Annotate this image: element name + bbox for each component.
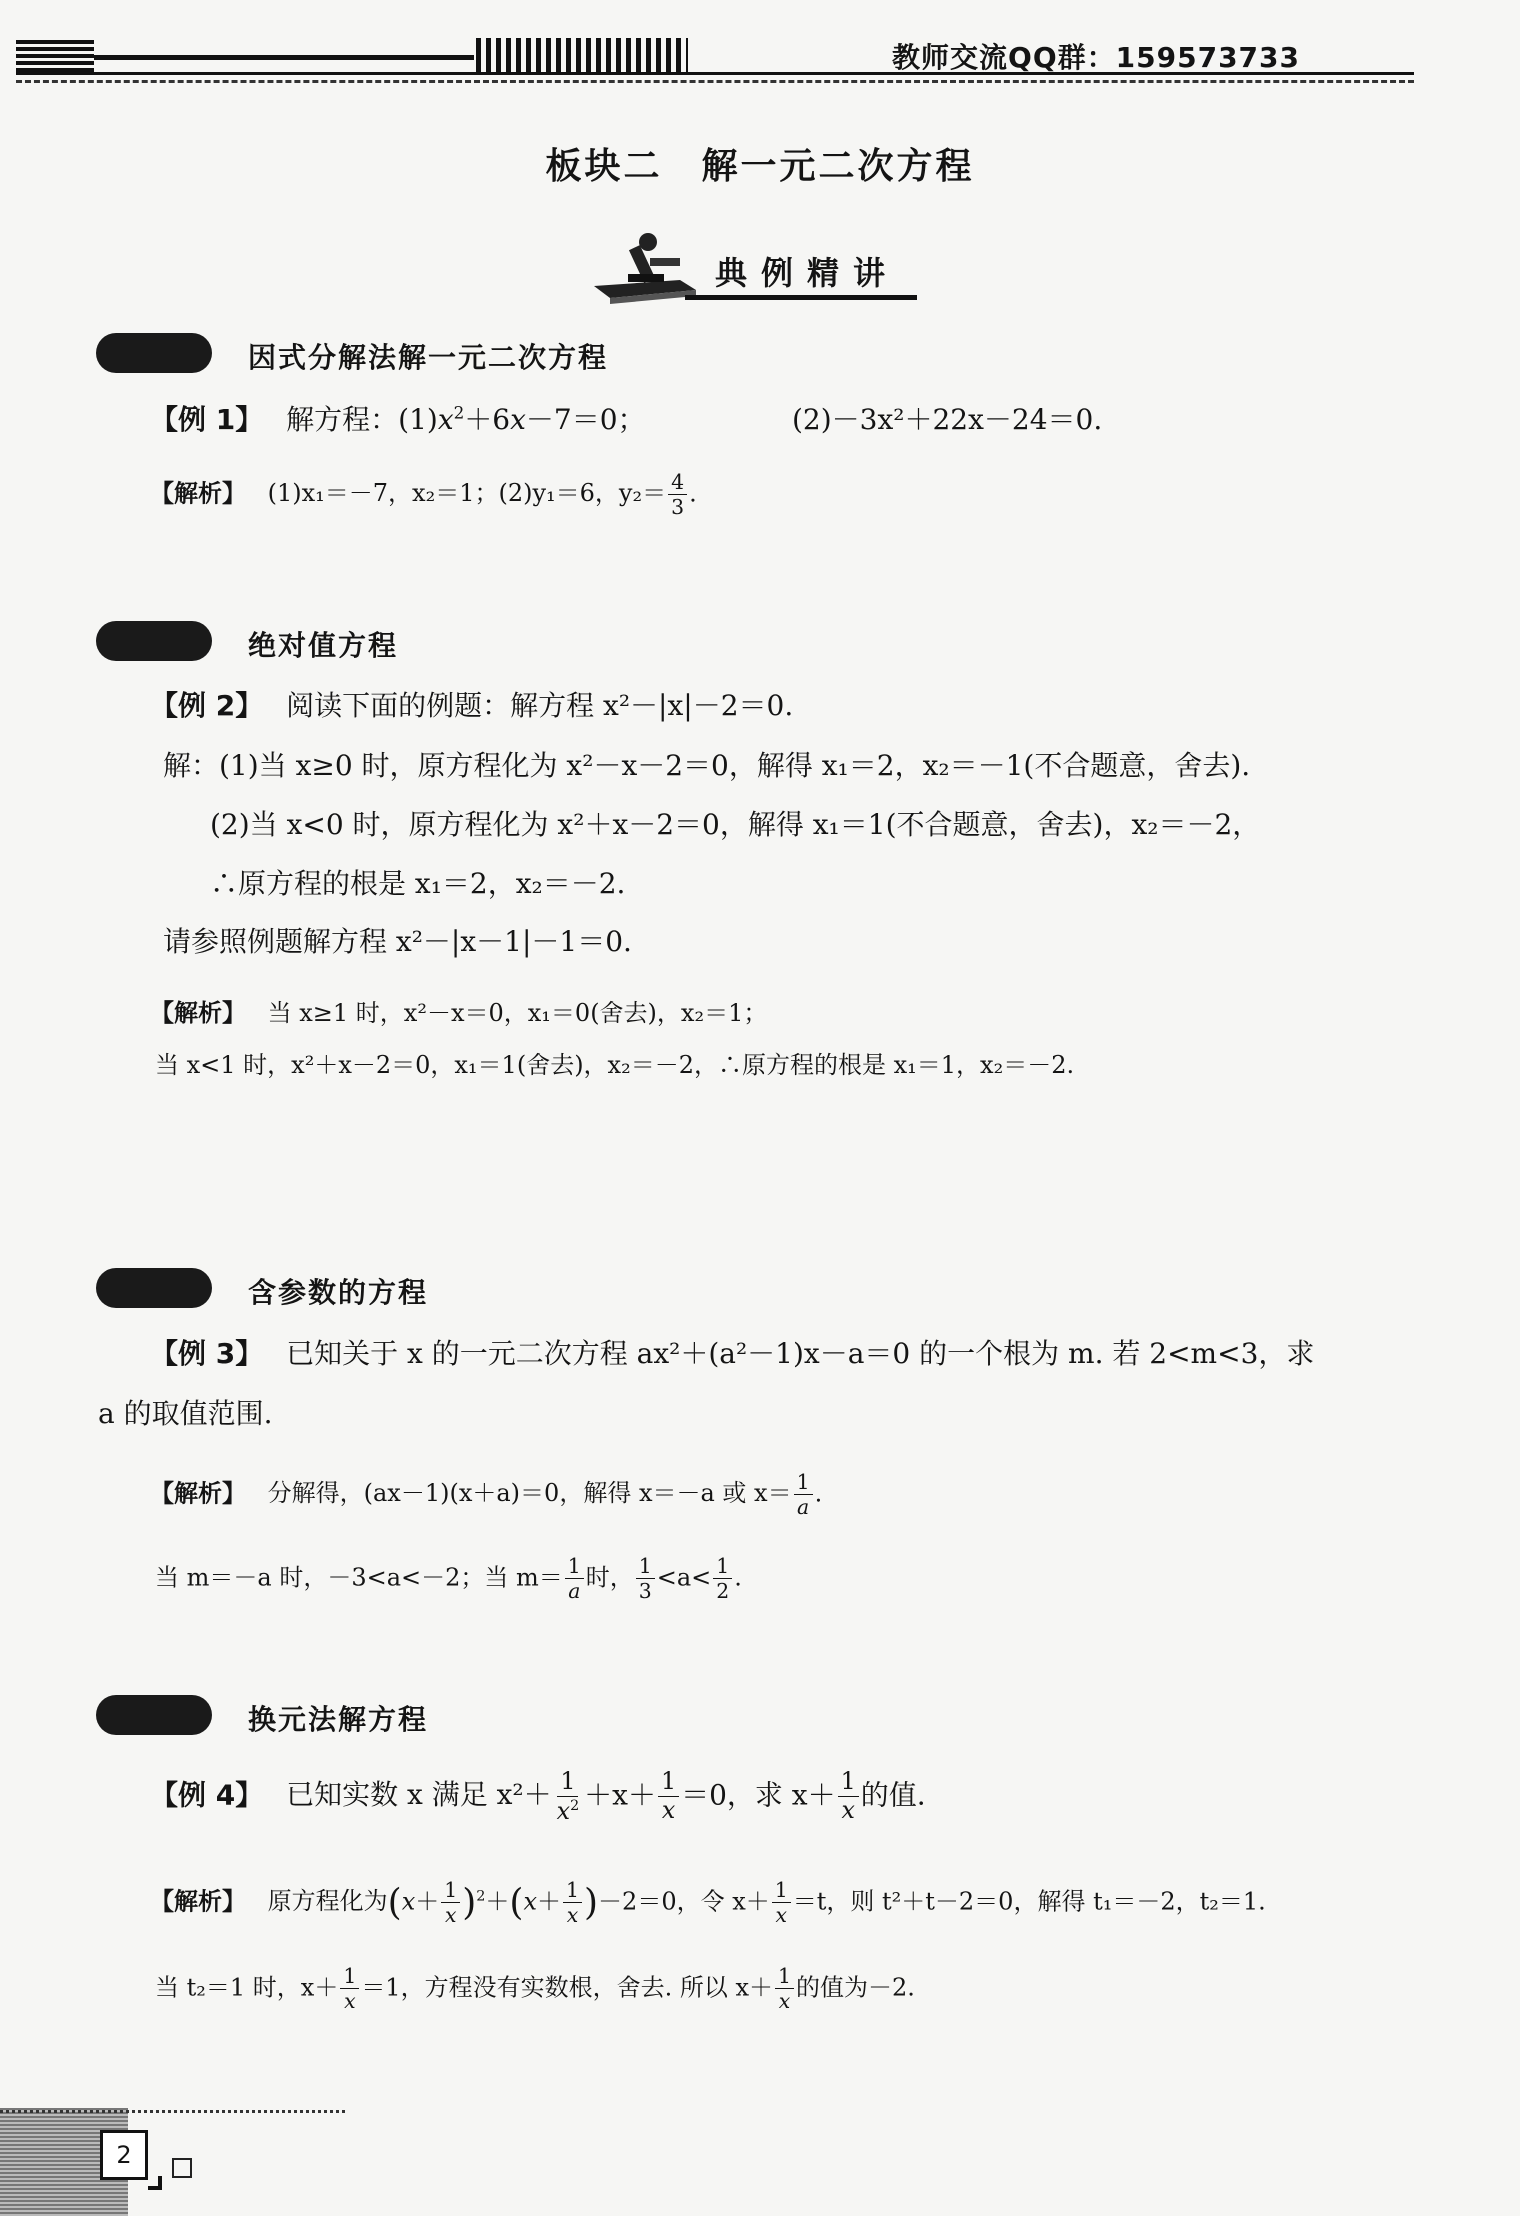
page-title: 板块二 解一元二次方程 bbox=[545, 146, 975, 187]
banner-underline bbox=[685, 295, 917, 300]
example-1-question: 【例 1】 解方程：$(1)x^2+6x-7=0$； bbox=[150, 402, 646, 436]
example-label: 【例 3】 bbox=[150, 1337, 264, 1370]
microscope-icon bbox=[590, 228, 700, 306]
example-3-solution-1: 【解析】 分解得，(ax－1)(x＋a)＝0，解得 x＝－a 或 x＝ $\frac{1}{a}$ . bbox=[150, 1470, 823, 1520]
header-decoration bbox=[16, 40, 94, 74]
example-4-solution-2: 当 t₂＝1 时，x＋ $\frac{1}{x}$ ＝1，方程没有实数根，舍去. 所以 x＋ $\frac{1}{x}$ 的值为－2. bbox=[155, 1964, 915, 2014]
page-number-corner bbox=[148, 2176, 162, 2190]
banner-title: 典例精讲 bbox=[715, 254, 900, 292]
header-contact: 教师交流QQ群：159573733 bbox=[892, 41, 1300, 74]
example-2-question: 【例 2】 阅读下面的例题：解方程 x²－|x|－2＝0. bbox=[150, 689, 794, 722]
section-title: 因式分解法解一元二次方程 bbox=[248, 341, 609, 374]
example-label: 【例 4】 bbox=[150, 1778, 264, 1812]
example-label: 【例 1】 bbox=[150, 403, 264, 436]
page-number: 2 bbox=[100, 2130, 148, 2180]
example-4-solution-1: 【解析】 原方程化为(x＋ $\frac{1}{x}$ )$^2$＋(x＋ $\frac{1}{x}$ )－2＝0，令 x＋ $\frac{1}{x}$ ＝t，则 t²＋t－2＝0，解得 t₁＝－2，t₂＝1. bbox=[150, 1878, 1266, 1928]
example-3-question: 【例 3】 已知关于 x 的一元二次方程 ax²＋(a²－1)x－a＝0 的一个根为 m. 若 2<m<3，求 bbox=[150, 1337, 1315, 1370]
example-3-question-cont: a 的取值范围. bbox=[98, 1397, 273, 1430]
header-bar bbox=[94, 55, 474, 60]
example-3-solution-2: 当 m＝－a 时，－3<a<－2；当 m＝ $\frac{1}{a}$ 时， $\frac{1}{3}$ <a< $\frac{1}{2}$ . bbox=[155, 1554, 742, 1604]
footer-dotted-rule bbox=[0, 2110, 345, 2113]
example-2-step-3: ∴原方程的根是 x₁＝2，x₂＝－2. bbox=[210, 867, 626, 900]
example-1-solution: 【解析】 (1)x₁＝－7，x₂＝1；(2)y₁＝6，y₂＝ $\frac{4}{3}$ . bbox=[150, 470, 697, 520]
section-title: 换元法解方程 bbox=[248, 1703, 429, 1736]
solution-label: 【解析】 bbox=[150, 479, 246, 508]
example-label: 【例 2】 bbox=[150, 689, 264, 722]
example-2-step-2: (2)当 x<0 时，原方程化为 x²＋x－2＝0，解得 x₁＝1(不合题意，舍去)，x₂＝－2， bbox=[210, 808, 1261, 841]
example-4-question: 【例 4】 已知实数 x 满足 x²＋ $\frac{1}{x^2}$ ＋x＋ $\frac{1}{x}$ ＝0，求 x＋ $\frac{1}{x}$ 的值. bbox=[150, 1767, 926, 1825]
solution-label: 【解析】 bbox=[150, 1887, 246, 1916]
example-2-solution-2: 当 x<1 时，x²＋x－2＝0，x₁＝1(舍去)，x₂＝－2，∴原方程的根是 x₁＝1，x₂＝－2. bbox=[155, 1051, 1075, 1079]
example-2-task: 请参照例题解方程 x²－|x－1|－1＝0. bbox=[163, 925, 632, 958]
section-title: 含参数的方程 bbox=[248, 1276, 429, 1309]
section-marker bbox=[96, 1695, 212, 1735]
section-marker bbox=[96, 333, 212, 373]
footer-square bbox=[172, 2158, 192, 2178]
section-title: 绝对值方程 bbox=[248, 629, 399, 662]
section-marker bbox=[96, 621, 212, 661]
header-dashed-rule bbox=[16, 80, 1414, 83]
header-stripes bbox=[476, 38, 688, 74]
solution-label: 【解析】 bbox=[150, 999, 246, 1027]
example-2-solution-1: 【解析】 当 x≥1 时，x²－x＝0，x₁＝0(舍去)，x₂＝1； bbox=[150, 999, 768, 1027]
example-2-step-1: 解：(1)当 x≥0 时，原方程化为 x²－x－2＝0，解得 x₁＝2，x₂＝－1(不合题意，舍去). bbox=[163, 749, 1251, 782]
solution-label: 【解析】 bbox=[150, 1479, 246, 1508]
section-marker bbox=[96, 1268, 212, 1308]
example-1-part-2: (2)－3x²＋22x－24＝0. bbox=[792, 403, 1103, 436]
